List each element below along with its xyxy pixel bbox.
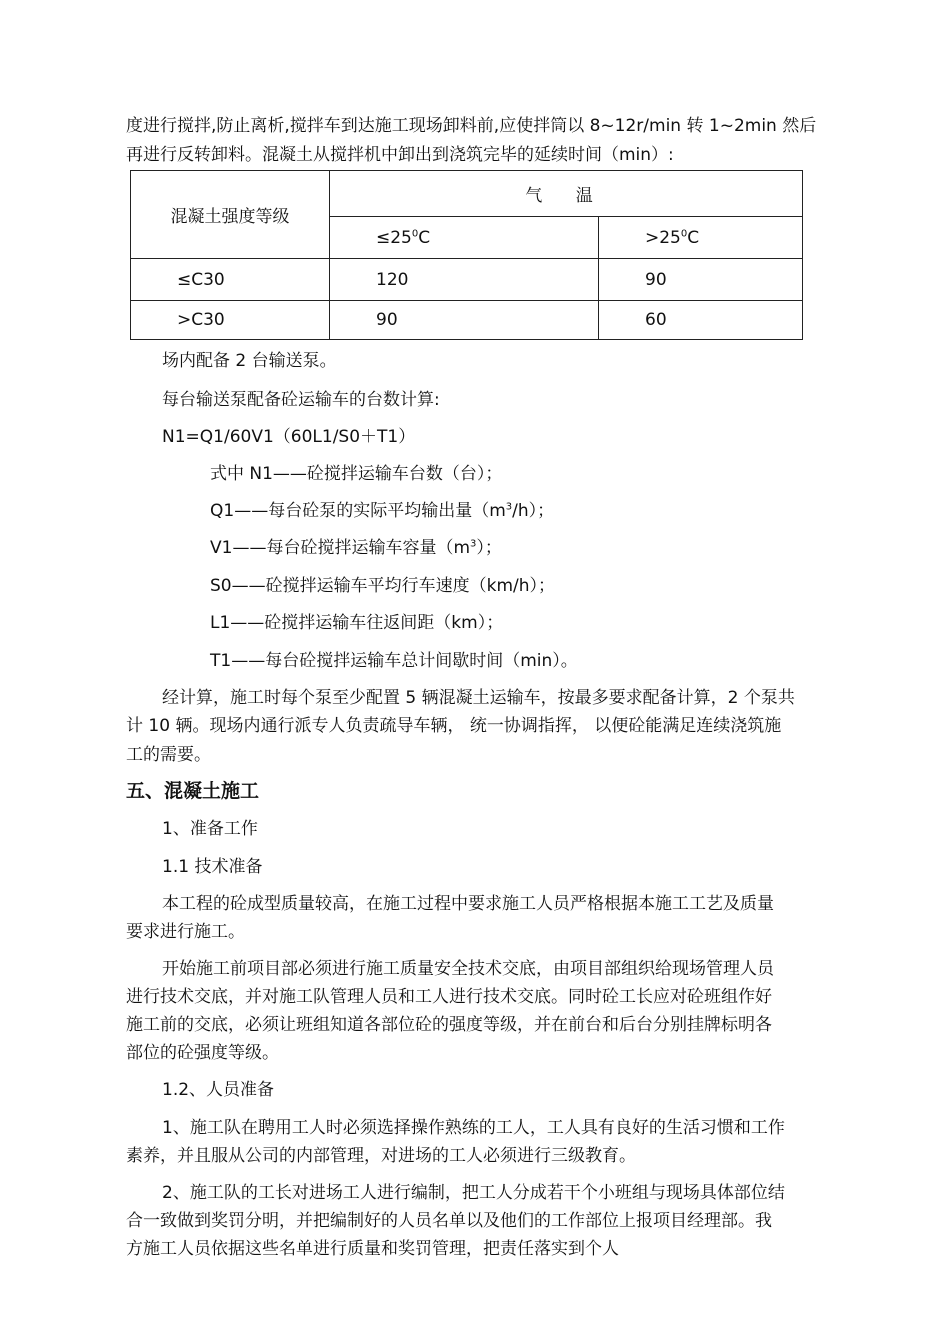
para-2-line-1: 开始施工前项目部必须进行施工质量安全技术交底，由项目部组织给现场管理人员 bbox=[162, 959, 774, 979]
table-cell-value: 120 bbox=[330, 259, 599, 301]
table-row-header: 混凝土强度等级 bbox=[131, 171, 330, 259]
def-n1: 式中 N1——砼搅拌运输车台数（台）； bbox=[210, 464, 503, 484]
sub-heading-tech: 1.1 技术准备 bbox=[162, 857, 263, 877]
para-2-line-4: 部位的砼强度等级。 bbox=[126, 1043, 279, 1063]
table-row bbox=[131, 259, 803, 301]
table-cell-grade: >C30 bbox=[131, 301, 330, 340]
para-1-line-1: 本工程的砼成型质量较高，在施工过程中要求施工人员严格根据本施工工艺及质量 bbox=[162, 894, 774, 914]
table-cell-grade: ≤C30 bbox=[131, 259, 330, 301]
def-l1: L1——砼搅拌运输车往返间距（km）； bbox=[210, 613, 504, 633]
pump-formula: N1=Q1/60V1（60L1/S0＋T1） bbox=[162, 427, 416, 447]
para-1-line-2: 要求进行施工。 bbox=[126, 922, 245, 942]
calc-line-1: 经计算，施工时每个泵至少配置 5 辆混凝土运输车，按最多要求配备计算，2 个泵共 bbox=[162, 688, 795, 708]
table-group-header: 气 温 bbox=[330, 171, 803, 217]
table-cell-value: 90 bbox=[330, 301, 599, 340]
table-row bbox=[131, 301, 803, 340]
table-cell-value: 60 bbox=[599, 301, 803, 340]
intro-line-1: 度进行搅拌,防止离析,搅拌车到达施工现场卸料前,应使拌筒以 8~12r/min 转 1~2min 然后 bbox=[126, 116, 817, 136]
section-5-heading: 五、混凝土施工 bbox=[126, 780, 260, 802]
para-2-line-2: 进行技术交底，并对施工队管理人员和工人进行技术交底。同时砼工长应对砼班组作好 bbox=[126, 987, 772, 1007]
calc-line-3: 工的需要。 bbox=[126, 745, 211, 765]
para-2-line-3: 施工前的交底，必须让班组知道各部位砼的强度等级，并在前台和后台分别挂牌标明各 bbox=[126, 1015, 772, 1035]
def-s0: S0——砼搅拌运输车平均行车速度（km/h）； bbox=[210, 576, 556, 596]
delay-time-table bbox=[130, 170, 803, 340]
table-cell-value: 90 bbox=[599, 259, 803, 301]
intro-line-2: 再进行反转卸料。混凝土从搅拌机中卸出到浇筑完毕的延续时间（min）: bbox=[126, 145, 674, 165]
def-q1: Q1——每台砼泵的实际平均输出量$(m^3/h)$； bbox=[210, 501, 555, 521]
sub-heading-prep: 1、准备工作 bbox=[162, 819, 258, 839]
pump-line-2: 每台输送泵配备砼运输车的台数计算: bbox=[162, 390, 440, 410]
calc-line-2: 计 10 辆。现场内通行派专人负责疏导车辆， 统一协调指挥， 以便砼能满足连续浇筑施 bbox=[126, 716, 782, 736]
para-4-line-2: 合一致做到奖罚分明，并把编制好的人员名单以及他们的工作部位上报项目经理部。我 bbox=[126, 1211, 772, 1231]
def-v1: V1——每台砼搅拌运输车容量$(m^3)$； bbox=[210, 538, 502, 558]
pump-line-1: 场内配备 2 台输送泵。 bbox=[162, 351, 337, 371]
table-col-header-2: $>25^0C$ bbox=[599, 217, 803, 259]
para-3-line-2: 素养，并且服从公司的内部管理，对进场的工人必须进行三级教育。 bbox=[126, 1146, 636, 1166]
def-t1: T1——每台砼搅拌运输车总计间歇时间（min）。 bbox=[210, 651, 578, 671]
sub-heading-staff: 1.2、人员准备 bbox=[162, 1080, 275, 1100]
para-3-line-1: 1、施工队在聘用工人时必须选择操作熟练的工人，工人具有良好的生活习惯和工作 bbox=[162, 1118, 785, 1138]
table-col-header-1: $\le 25^0C$ bbox=[330, 217, 599, 259]
para-4-line-3: 方施工人员依据这些名单进行质量和奖罚管理，把责任落实到个人 bbox=[126, 1239, 619, 1259]
para-4-line-1: 2、施工队的工长对进场工人进行编制，把工人分成若干个小班组与现场具体部位结 bbox=[162, 1183, 785, 1203]
